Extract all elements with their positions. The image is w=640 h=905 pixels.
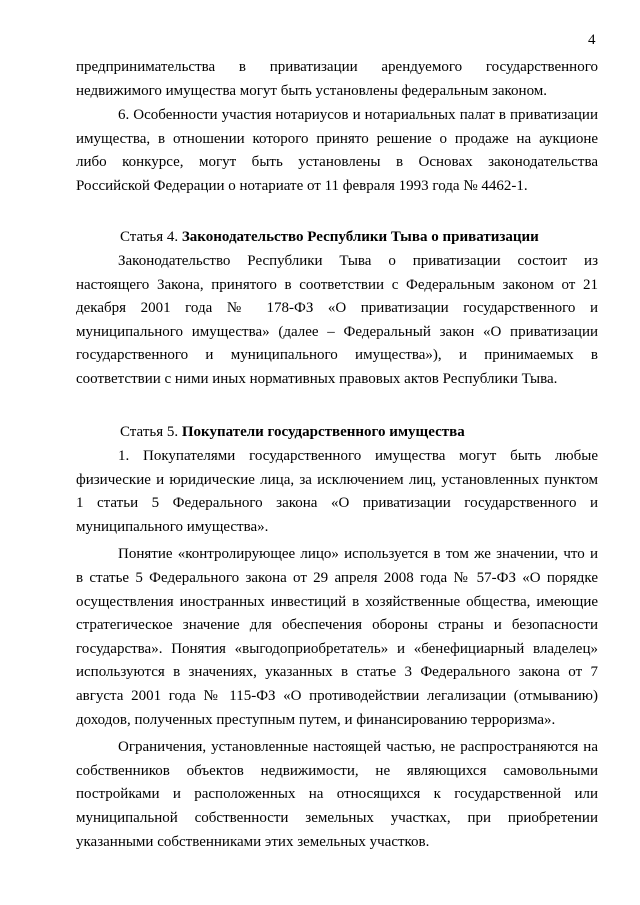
text-line: доходов, полученных преступным путем, и финансированию терроризма». [76,711,556,728]
paragraph-item-1 [76,445,598,539]
paragraph-continuation [76,56,598,103]
text-line: Российской Федерации о нотариате от 11 февраля 1993 года № 4462-1. [76,177,528,194]
text-line: осуществления иностранных инвестиций в хозяйственные общества, имеющие [76,593,598,610]
article-prefix: Статья 5. [120,424,182,440]
article-title: Покупатели государственного имущества [181,424,465,440]
text-line: соответствии с ними иных нормативных правовых актов Республики Тыва. [76,370,558,387]
text-line: используются в значениях, указанных в статье 3 Федерального закона от 7 [76,664,598,681]
text-line: Понятие «контролирующее лицо» используется в том же значении, что и [118,546,598,563]
text-line: предпринимательства в приватизации арендуемого государственного [76,59,598,75]
text-line: 6. Особенности участия нотариусов и нотариальных палат в приватизации [118,107,598,123]
text-line: муниципального имущества». [76,518,269,535]
paragraph-controlling-person [76,543,598,732]
text-line: 1. Покупателями государственного имущества могут быть любые [118,448,598,464]
text-line: собственников объектов недвижимости, не являющихся самовольными [76,762,598,779]
text-line: в статье 5 Федерального закона от 29 апреля 2008 года № 57-ФЗ «О порядке [76,569,598,586]
text-line: муниципальной собственности земельных участках, при приобретении [76,809,598,826]
article-heading [76,420,598,444]
article-title: Законодательство Республики Тыва о приватизации [181,229,539,245]
paragraph-item-6 [76,104,598,198]
text-line: недвижимого имущества могут быть установлены федеральным законом. [76,82,548,99]
text-line: декабря 2001 года № 178-ФЗ «О приватизации государственного и [76,300,598,317]
article-prefix: Статья 4. [120,229,182,245]
text-line: Ограничения, установленные настоящей частью, не распространяются на [118,739,598,756]
text-line: физические и юридические лица, за исключением лиц, установленных пунктом [76,471,598,488]
paragraph-restrictions [76,736,598,854]
article-heading [76,225,598,249]
text-line: либо конкурсе, могут быть установлены в Основах законодательства [76,154,598,171]
text-line: государственного и муниципального имущества»), и принимаемых в [76,347,598,364]
page-number: 4 [588,32,596,48]
text-line: государства». Понятия «выгодоприобретатель» и «бенефициарный владелец» [76,640,598,657]
text-line: 1 статьи 5 Федерального закона «О приватизации государственного и [76,495,598,512]
article-5 [76,420,598,854]
article-4 [76,225,598,392]
text-line: муниципального имущества» (далее – Федеральный закон «О приватизации [76,323,598,340]
article-body [76,250,598,392]
text-line: постройками и расположенных на относящихся к государственной или [76,786,598,803]
text-line: имущества, в отношении которого принято решение о продаже на аукционе [76,130,598,147]
text-line: настоящего Закона, принятого в соответствии с Федеральным законом от 21 [76,276,598,293]
text-line: стратегическое значение для обеспечения обороны страны и безопасности [76,617,598,634]
text-line: Законодательство Республики Тыва о приватизации состоит из [118,253,598,269]
text-line: указанными собственниками этих земельных участков. [76,833,430,850]
text-line: августа 2001 года № 115-ФЗ «О противодействии легализации (отмыванию) [76,687,598,704]
